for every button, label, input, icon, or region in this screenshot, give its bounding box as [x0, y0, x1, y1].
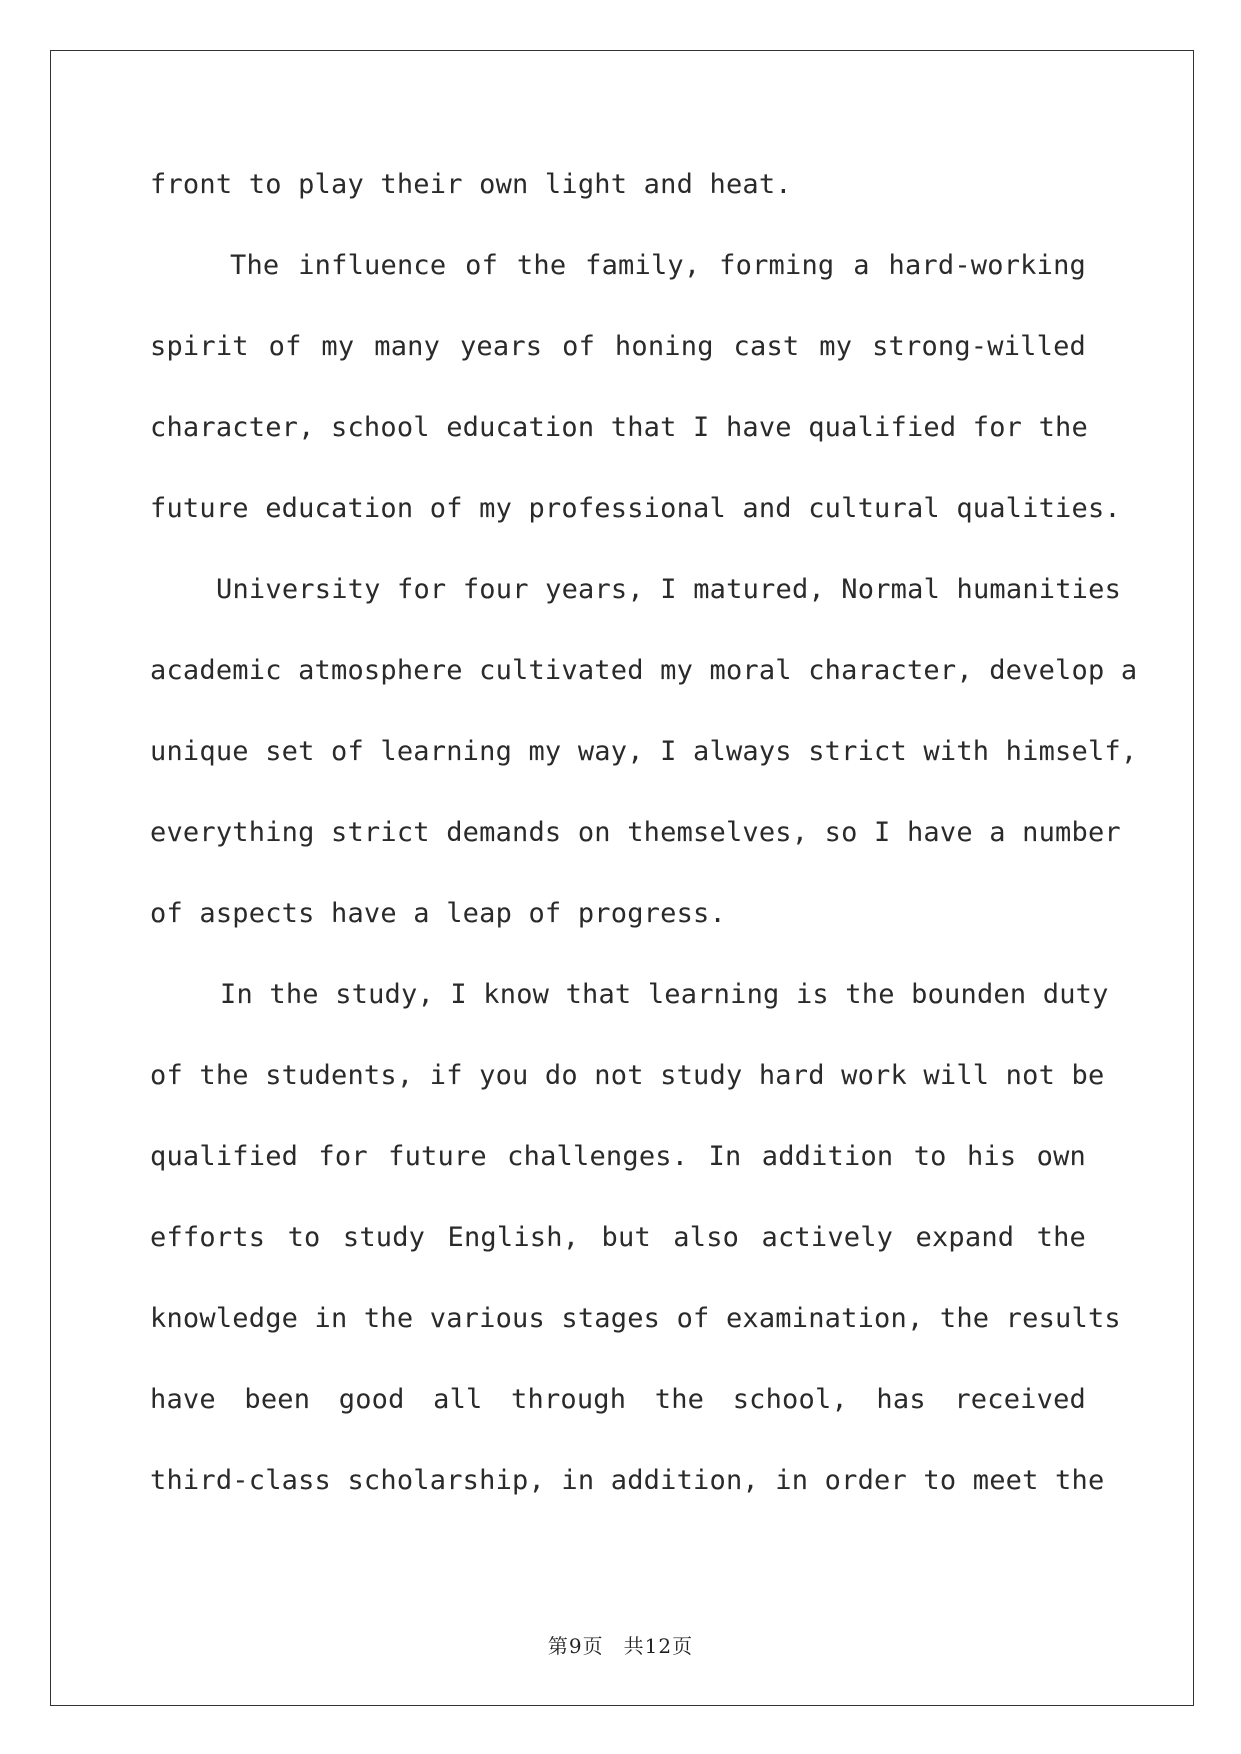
text-line: future education of my professional and cultural qualities.: [150, 493, 1121, 524]
text-line: everything strict demands on themselves, so I have a number: [150, 817, 1121, 848]
total-page-count: 共12页: [623, 1634, 694, 1658]
document-body: [150, 165, 1138, 1542]
text-line: spirit of my many years of honing cast my strong-willed: [150, 331, 1086, 362]
text-line: of aspects have a leap of progress.: [150, 898, 726, 929]
text-line: third-class scholarship, in addition, in order to meet the: [150, 1465, 1105, 1496]
current-page-number: 第9页: [547, 1634, 604, 1658]
page-footer: [0, 1630, 1241, 1659]
text-line: In the study, I know that learning is the bounden duty: [220, 979, 1109, 1010]
text-line: front to play their own light and heat.: [150, 169, 792, 200]
text-line: efforts to study English, but also actively expand the: [150, 1222, 1086, 1253]
text-line: University for four years, I matured, Normal humanities: [216, 574, 1122, 605]
text-line: knowledge in the various stages of examination, the results: [150, 1303, 1121, 1334]
text-line: character, school education that I have qualified for the: [150, 412, 1088, 443]
text-line: The influence of the family, forming a hard-working: [230, 250, 1086, 281]
text-line: unique set of learning my way, I always strict with himself,: [150, 736, 1138, 767]
text-line: of the students, if you do not study hard work will not be: [150, 1060, 1105, 1091]
text-line: have been good all through the school, has received: [150, 1384, 1086, 1415]
text-line: qualified for future challenges. In addition to his own: [150, 1141, 1086, 1172]
text-line: academic atmosphere cultivated my moral character, develop a: [150, 655, 1138, 686]
